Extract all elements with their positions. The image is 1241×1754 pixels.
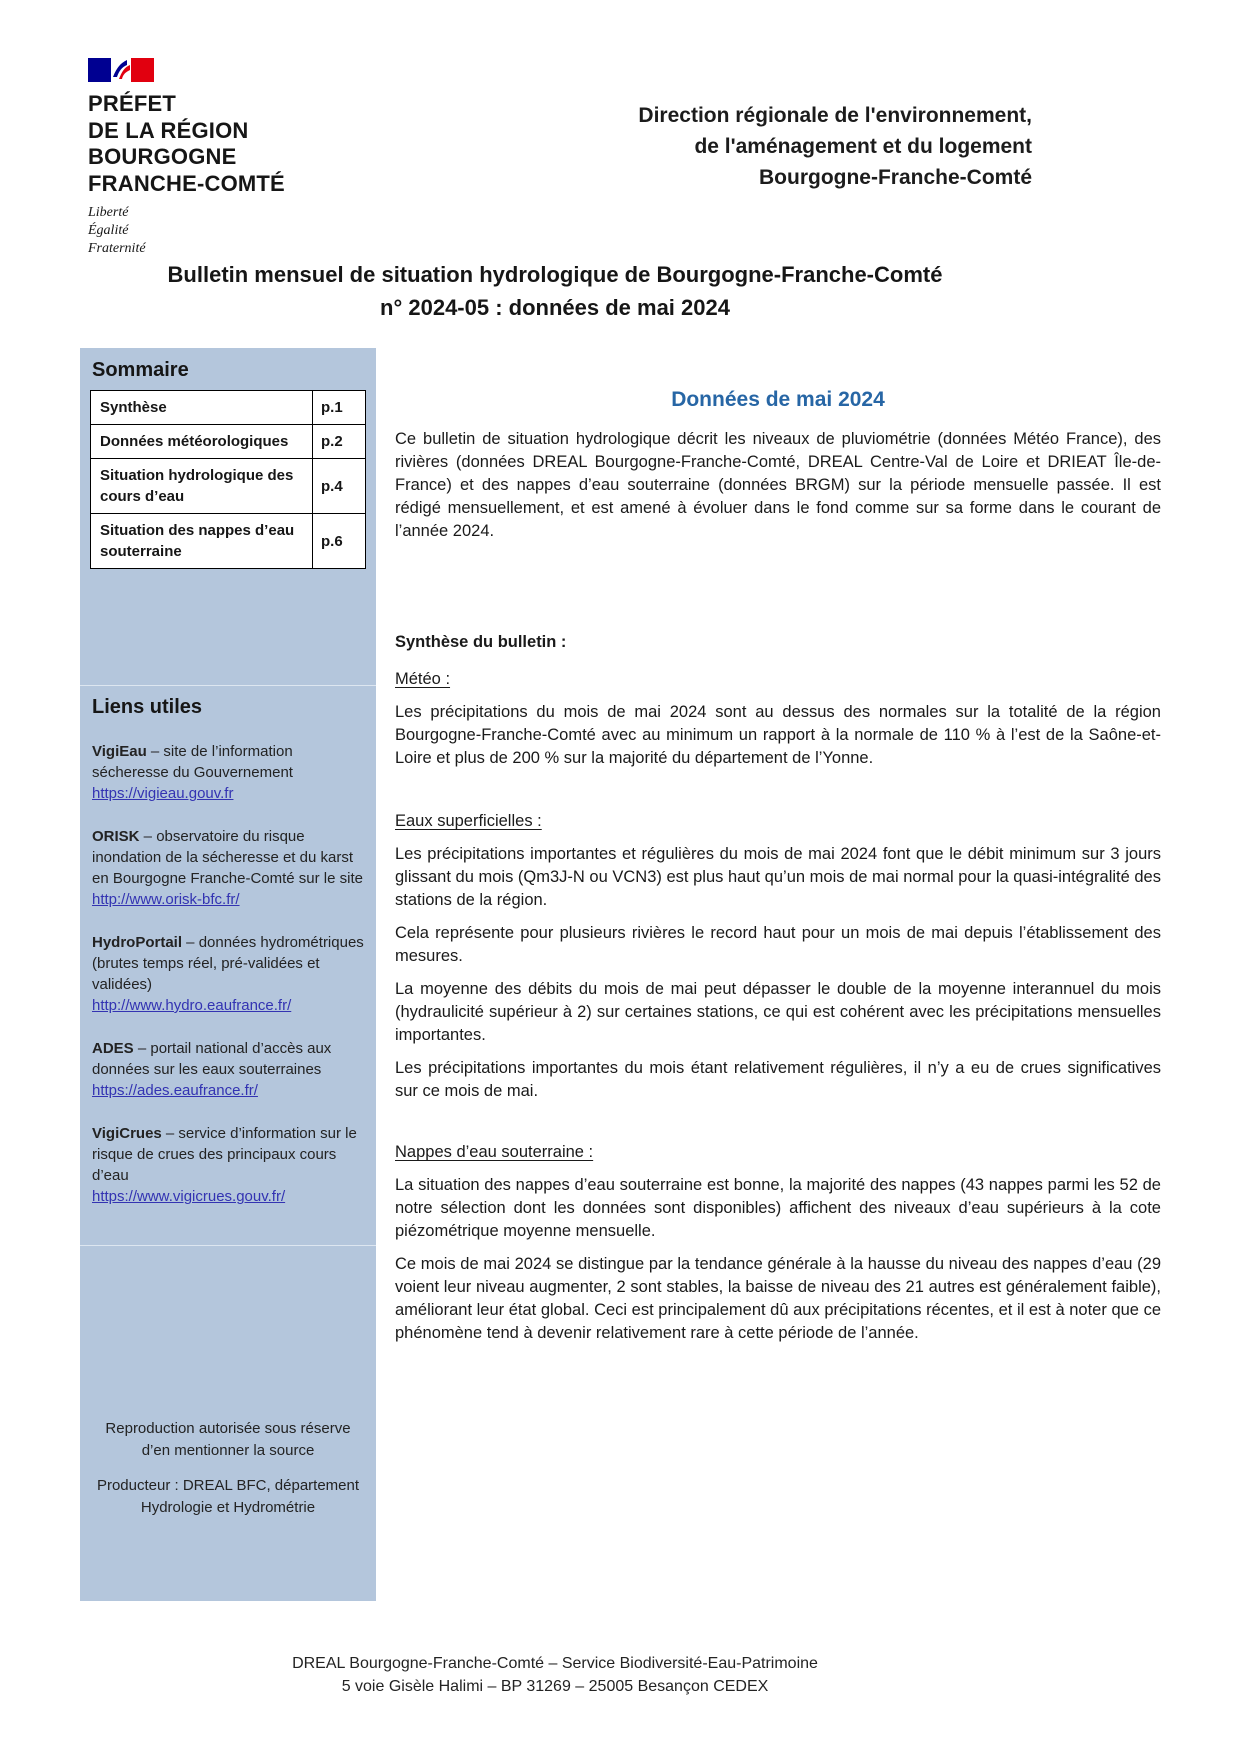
sommaire-heading: Sommaire [92, 359, 189, 381]
link-name: ADES [92, 1040, 134, 1057]
paragraph: Cela représente pour plusieurs rivières le record haut pour un mois de mai depuis l’établissement des mesures. [395, 924, 1161, 965]
toc-page: p.2 [313, 425, 366, 459]
main-content [395, 386, 1161, 1345]
section-title-meteo: Météo : [395, 670, 451, 688]
toc-label: Données météorologiques [91, 425, 313, 459]
producer-note: Producteur : DREAL BFC, département Hydrologie et Hydrométrie [96, 1477, 360, 1516]
vigicrues-link[interactable]: https://www.vigicrues.gouv.fr/ [92, 1188, 286, 1205]
table-row [91, 459, 366, 514]
sidebar-divider [80, 1245, 376, 1246]
sidebar [80, 348, 376, 1601]
table-row [91, 391, 366, 425]
toc-page: p.4 [313, 459, 366, 514]
sommaire-table [90, 390, 366, 569]
list-item-hydroportail [92, 932, 366, 1016]
link-desc: – service d’information sur le risque de crues des principaux cours d’eau [92, 1125, 357, 1184]
direction-line: Direction régionale de l'environnement, [638, 104, 1032, 127]
section-title-nappes: Nappes d’eau souterraine : [395, 1143, 594, 1161]
title-line-1: Bulletin mensuel de situation hydrologique de Bourgogne-Franche-Comté [167, 262, 943, 287]
direction-line: de l'aménagement et du logement [694, 135, 1032, 158]
motto [88, 204, 285, 258]
logo-line: PRÉFET [88, 91, 176, 116]
section-title-eaux-superficielles: Eaux superficielles : [395, 812, 542, 830]
orisk-link[interactable]: http://www.orisk-bfc.fr/ [92, 891, 240, 908]
table-row [91, 514, 366, 569]
title-line-2: n° 2024-05 : données de mai 2024 [380, 295, 730, 320]
footer-line-2: 5 voie Gisèle Halimi – BP 31269 – 25005 Besançon CEDEX [341, 1678, 769, 1695]
paragraph: Les précipitations importantes et régulières du mois de mai 2024 font que le débit minimum sur 3 jours glissant du mois (Qm3J-N ou VCN3) est plus haut qu’un mois de mai normal pour la quasi-intégralité des stations de la région. [395, 845, 1161, 909]
list-item-ades [92, 1038, 366, 1101]
french-flag-icon [88, 58, 154, 82]
direction-header [480, 100, 1032, 193]
direction-line: Bourgogne-Franche-Comté [759, 166, 1032, 189]
toc-label: Synthèse [91, 391, 313, 425]
paragraph: Ce mois de mai 2024 se distingue par la tendance générale à la hausse du niveau des nappes d’eau (29 voient leur niveau augmenter, 2 sont stables, la baisse de niveau des 21 autres est généralement faible), améliorant leur état global. Ceci est principalement dû aux précipitations récentes, et il est à noter que ce phénomène tend à devenir relativement rare à cette période de l’année. [395, 1255, 1161, 1342]
link-name: VigiCrues [92, 1125, 162, 1142]
synthese-heading: Synthèse du bulletin : [395, 633, 567, 651]
link-desc: – portail national d’accès aux données sur les eaux souterraines [92, 1040, 332, 1078]
logo-line: BOURGOGNE [88, 144, 237, 169]
toc-page: p.6 [313, 514, 366, 569]
paragraph: Les précipitations importantes du mois étant relativement régulières, il n’y a eu de crues significatives sur ce mois de mai. [395, 1059, 1161, 1100]
link-name: HydroPortail [92, 934, 183, 951]
link-desc: – données hydrométriques (brutes temps réel, pré-validées et validées) [92, 934, 364, 993]
footer-line-1: DREAL Bourgogne-Franche-Comté – Service Biodiversité-Eau-Patrimoine [292, 1655, 818, 1672]
page-footer [0, 1652, 1110, 1698]
link-desc: – site de l’information sécheresse du Gouvernement [92, 743, 293, 781]
page-title: Données de mai 2024 [671, 388, 885, 411]
list-item-vigieau [92, 741, 366, 804]
toc-label: Situation des nappes d’eau souterraine [91, 514, 313, 569]
table-row [91, 425, 366, 459]
hydroportail-link[interactable]: http://www.hydro.eaufrance.fr/ [92, 997, 292, 1014]
prefet-logo [88, 58, 285, 258]
list-item-vigicrues [92, 1123, 366, 1207]
toc-page: p.1 [313, 391, 366, 425]
toc-label: Situation hydrologique des cours d’eau [91, 459, 313, 514]
motto-line: Égalité [88, 223, 129, 238]
paragraph: La moyenne des débits du mois de mai peut dépasser le double de la moyenne interannuel du mois (hydraulicité supérieur à 2) sur certaines stations, ce qui est cohérent avec les précipitations mensuelles importantes. [395, 980, 1161, 1044]
link-desc: – observatoire du risque inondation de la sécheresse et du karst en Bourgogne Franche-Comté sur le site [92, 828, 363, 887]
vigieau-link[interactable]: https://vigieau.gouv.fr [92, 785, 234, 802]
motto-line: Fraternité [88, 241, 146, 256]
logo-line: FRANCHE-COMTÉ [88, 170, 285, 196]
document-title [0, 258, 1110, 324]
paragraph: Les précipitations du mois de mai 2024 sont au dessus des normales sur la totalité de la région Bourgogne-Franche-Comté avec au minimum un rapport à la normale de 110 % à l’est de la Saône-et-Loire et plus de 200 % sur la majorité du département de l’Yonne. [395, 703, 1161, 767]
ades-link[interactable]: https://ades.eaufrance.fr/ [92, 1082, 258, 1099]
reproduction-note: Reproduction autorisée sous réserve d’en mentionner la source [105, 1420, 351, 1459]
paragraph: La situation des nappes d’eau souterraine est bonne, la majorité des nappes (43 nappes parmi les 52 de notre sélection dont les données sont disponibles) affichent des niveaux d’eau supérieurs à la cote piézométrique moyenne mensuelle. [395, 1176, 1161, 1240]
motto-line: Liberté [88, 205, 129, 220]
liens-utiles-heading: Liens utiles [92, 696, 203, 718]
intro-paragraph: Ce bulletin de situation hydrologique décrit les niveaux de pluviométrie (données Météo France), des rivières (données DREAL Bourgogne-Franche-Comté, DREAL Centre-Val de Loire et DRIEAT Île-de-France) et des nappes d’eau souterraine (données BRGM) sur la période mensuelle passée. Il est rédigé mensuellement, et est amené à évoluer dans le fond comme sur sa forme dans le courant de l’année 2024. [395, 430, 1161, 540]
link-name: ORISK [92, 828, 140, 845]
logo-line: DE LA RÉGION [88, 117, 249, 143]
link-name: VigiEau [92, 743, 147, 760]
list-item-orisk [92, 826, 366, 910]
